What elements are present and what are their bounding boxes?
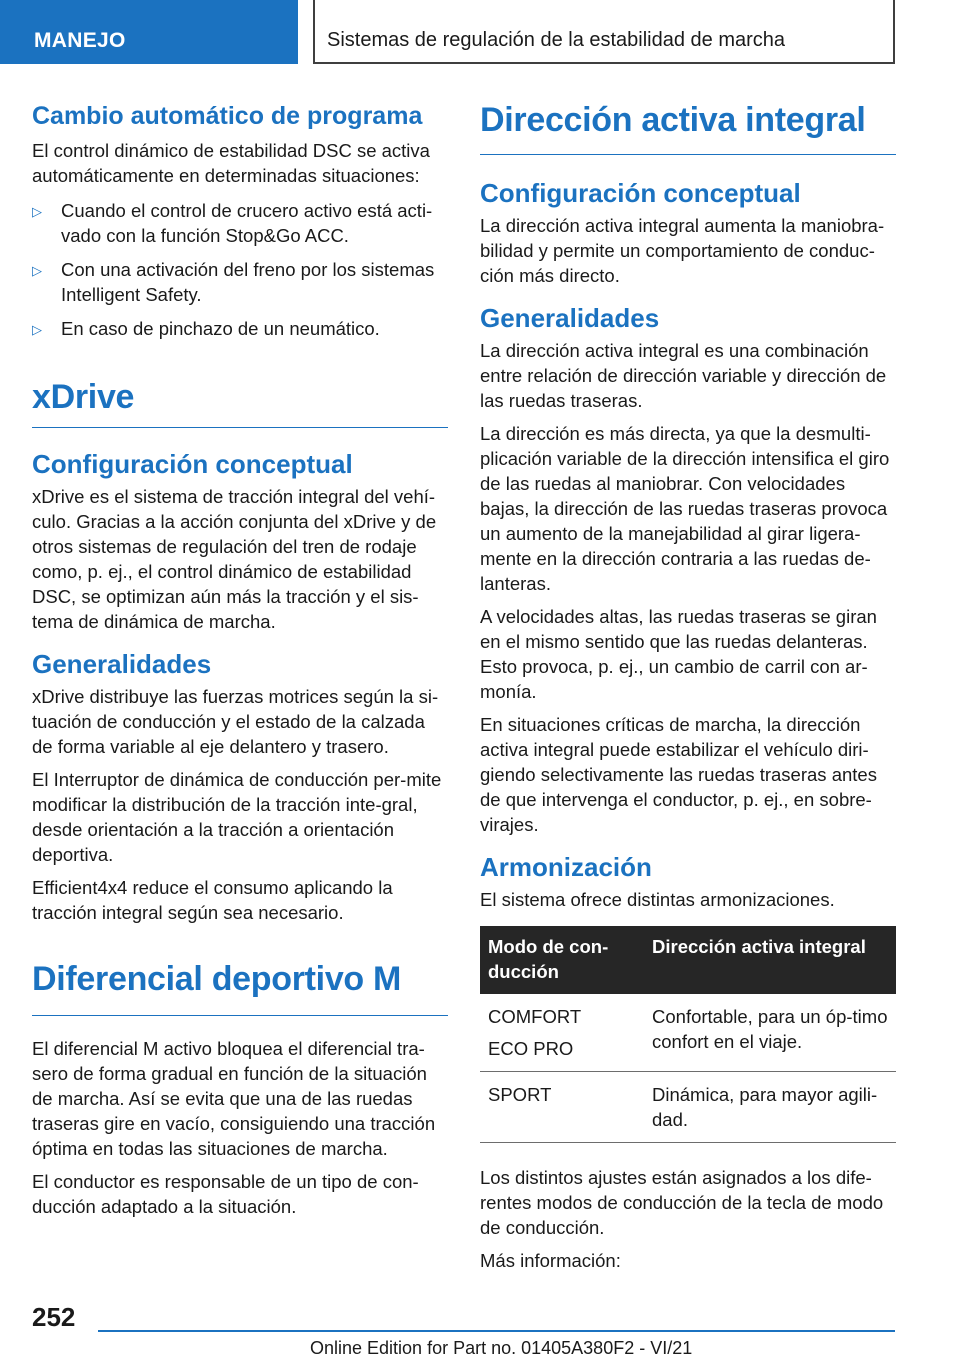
right-column <box>480 100 896 1273</box>
triangle-bullet-icon: ▷ <box>32 204 42 219</box>
after-table-p1: Los distintos ajustes están asignados a los dife‐rentes modos de conducción de la tecla de modo de conducción. <box>480 1167 884 1238</box>
diff-p1: El diferencial M activo bloquea el diferencial tra‐sero de forma gradual en función de la situación de marcha. Así se evita que una de las ruedas traseras gire en vacío, consiguiendo una tracción óptima en todas las situaciones de marcha. <box>32 1038 436 1159</box>
triangle-bullet-icon: ▷ <box>32 263 42 278</box>
section-title: MANEJO <box>34 29 126 52</box>
chapter-title: Sistemas de regulación de la estabilidad de marcha <box>327 29 786 51</box>
xdrive-general-heading: Generalidades <box>32 649 212 679</box>
chapter-header <box>313 0 895 64</box>
steering-general-p1: La dirección activa integral es una combinación entre relación de dirección variable y dirección de las ruedas traseras. <box>480 340 887 411</box>
steering-concept-heading: Configuración conceptual <box>480 178 801 208</box>
diff-heading: Diferencial deportivo M <box>32 959 448 1016</box>
triangle-bullet-icon: ▷ <box>32 322 42 337</box>
table-cell-mode: SPORT <box>480 1072 644 1143</box>
xdrive-concept-text: xDrive es el sistema de tracción integral del vehí‐culo. Gracias a la acción conjunta del xDrive y de otros sistemas de regulación del tren de rodaje como, p. ej., el control dinámico de estabilidad DSC, se optimizan aún más la tracción y el sis‐tema de dinámica de marcha. <box>32 486 437 632</box>
xdrive-general-p3: Efficient4x4 reduce el consumo aplicando la tracción integral según sea necesario. <box>32 877 393 923</box>
driving-mode-table <box>480 926 896 1143</box>
cambio-intro: El control dinámico de estabilidad DSC se activa automáticamente en determinadas situaciones: <box>32 140 430 186</box>
after-table-p2: Más información: <box>480 1250 621 1271</box>
xdrive-concept-heading: Configuración conceptual <box>32 449 353 479</box>
diff-p2: El conductor es responsable de un tipo de con‐ducción adaptado a la situación. <box>32 1171 419 1217</box>
steering-general-p2: La dirección es más directa, ya que la desmulti‐plicación variable de la dirección intensifica el giro de las ruedas al maniobrar. Con velocidades bajas, la dirección de las ruedas traseras provoca un aumento de la manejabilidad al girar ligera‐mente en la dirección contraria a las ruedas de‐lanteras. <box>480 423 890 594</box>
table-header-steering: Dirección activa integral <box>644 926 896 994</box>
table-cell-desc: Confortable, para un óp‐timo confort en el viaje. <box>644 994 896 1072</box>
steering-general-heading: Generalidades <box>480 303 660 333</box>
list-item: ▷ En caso de pinchazo de un neumático. <box>32 316 448 341</box>
section-tab <box>0 0 298 64</box>
table-header-row <box>480 926 896 994</box>
xdrive-heading: xDrive <box>32 377 448 428</box>
xdrive-general-p1: xDrive distribuye las fuerzas motrices según la si‐tuación de conducción y el estado de la calzada de forma variable al eje delantero y trasero. <box>32 686 439 757</box>
table-cell-mode: COMFORT ECO PRO <box>480 994 644 1072</box>
table-cell-desc: Dinámica, para mayor agili‐dad. <box>644 1072 896 1143</box>
cambio-heading: Cambio automático de programa <box>32 102 423 130</box>
steering-concept-text: La dirección activa integral aumenta la maniobra‐bilidad y permite un comportamiento de conduc‐ción más directo. <box>480 215 885 286</box>
table-row <box>480 994 896 1072</box>
harmonization-heading: Armonización <box>480 852 652 882</box>
page-number: 252 <box>32 1302 76 1332</box>
table-header-mode: Modo de con‐ducción <box>480 926 644 994</box>
xdrive-general-p2: El Interruptor de dinámica de conducción per‐mite modificar la distribución de la tracción inte‐gral, desde orientación a la tracción a orientación deportiva. <box>32 769 442 865</box>
steering-general-p3: A velocidades altas, las ruedas traseras se giran en el mismo sentido que las ruedas delanteras. Esto provoca, p. ej., un cambio de carril con ar‐monía. <box>480 606 877 702</box>
steering-general-p4: En situaciones críticas de marcha, la dirección activa integral puede estabilizar el vehículo diri‐giendo selectivamente las ruedas traseras antes de que intervenga el conductor, p. ej., en sobre‐virajes. <box>480 714 877 835</box>
harmonization-intro: El sistema ofrece distintas armonizaciones. <box>480 889 835 910</box>
cambio-list <box>32 198 448 341</box>
list-item: ▷ Cuando el control de crucero activo está acti‐vado con la función Stop&Go ACC. <box>32 200 433 246</box>
steering-heading: Dirección activa integral <box>480 100 896 155</box>
table-row <box>480 1072 896 1143</box>
left-column <box>32 100 448 1219</box>
list-item: ▷ Con una activación del freno por los sistemas Intelligent Safety. <box>32 259 435 305</box>
footer-edition: Online Edition for Part no. 01405A380F2 - VI/21 <box>310 1338 693 1358</box>
footer-divider <box>98 1330 895 1332</box>
